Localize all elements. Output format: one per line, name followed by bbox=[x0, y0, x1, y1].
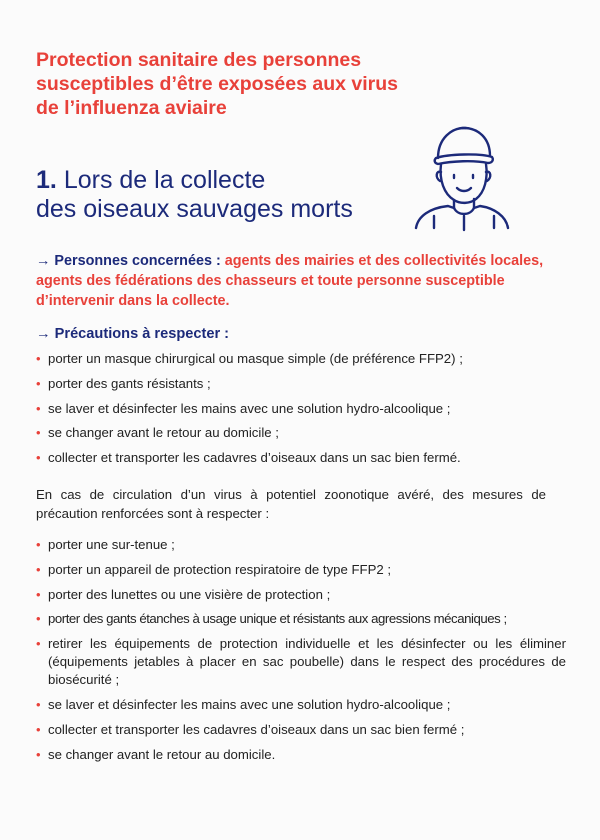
section-title-line2: des oiseaux sauvages morts bbox=[36, 195, 353, 223]
list-item: • se changer avant le retour au domicile. bbox=[36, 746, 276, 762]
bullet-icon: • bbox=[36, 696, 41, 712]
arrow-icon: → bbox=[36, 253, 51, 269]
reinforced-intro: En cas de circulation d’un virus à potentiel zoonotique avéré, des mesures de précaution renforcées sont à respecter : bbox=[36, 487, 546, 521]
list-item: • porter des gants résistants ; bbox=[36, 375, 211, 391]
concerned-text: agents des mairies et des collectivités locales, agents des fédérations des chasseurs et toute personne susceptible d’intervenir dans la collecte. bbox=[36, 253, 544, 309]
document-title bbox=[36, 48, 556, 120]
title-line: de l’influenza aviaire bbox=[36, 97, 227, 119]
bullet-icon: • bbox=[36, 425, 41, 441]
list-item: • collecter et transporter les cadavres d’oiseaux dans un sac bien fermé ; bbox=[36, 721, 465, 737]
reinforced-list bbox=[36, 536, 566, 770]
bullet-icon: • bbox=[36, 450, 41, 466]
list-item: • porter un masque chirurgical ou masque simple (de préférence FFP2) ; bbox=[36, 351, 463, 366]
precautions-heading bbox=[36, 324, 556, 344]
list-item: • retirer les équipements de protection individuelle et les désinfecter ou les éliminer (équipements jetables à placer en sac poubelle) dans le respect des procédures de biosécurité ; bbox=[36, 636, 566, 688]
list-item: • porter des lunettes ou une visière de protection ; bbox=[36, 586, 331, 602]
list-item: • se laver et désinfecter les mains avec une solution hydro-alcoolique ; bbox=[36, 400, 451, 416]
bullet-icon: • bbox=[36, 746, 41, 762]
bullet-icon: • bbox=[36, 375, 41, 391]
list-item: • porter des gants étanches à usage unique et résistants aux agressions mécaniques ; bbox=[36, 611, 507, 627]
concerned-persons bbox=[36, 251, 566, 311]
concerned-label: Personnes concernées : bbox=[54, 253, 221, 269]
arrow-icon: → bbox=[36, 326, 51, 342]
list-item: • porter un appareil de protection respiratoire de type FFP2 ; bbox=[36, 561, 392, 577]
title-line: susceptibles d’être exposées aux virus bbox=[36, 73, 399, 95]
bullet-icon: • bbox=[36, 351, 41, 366]
list-item: • collecter et transporter les cadavres d’oiseaux dans un sac bien fermé. bbox=[36, 450, 461, 466]
list-item: • porter une sur-tenue ; bbox=[36, 537, 175, 552]
bullet-icon: • bbox=[36, 721, 41, 737]
bullet-icon: • bbox=[36, 561, 41, 577]
bullet-icon: • bbox=[36, 537, 41, 552]
list-item: • se changer avant le retour au domicile ; bbox=[36, 425, 279, 441]
section-heading bbox=[36, 166, 416, 224]
bullet-icon: • bbox=[36, 586, 41, 602]
worker-cap-person-icon bbox=[408, 120, 516, 232]
bullet-icon: • bbox=[36, 611, 41, 627]
section-title-line1: Lors de la collecte bbox=[63, 166, 266, 194]
title-line: Protection sanitaire des personnes bbox=[36, 49, 362, 71]
section-number: 1. bbox=[36, 166, 57, 194]
precautions-label: Précautions à respecter : bbox=[54, 326, 230, 342]
bullet-icon: • bbox=[36, 636, 41, 652]
bullet-icon: • bbox=[36, 400, 41, 416]
list-item: • se laver et désinfecter les mains avec une solution hydro-alcoolique ; bbox=[36, 696, 451, 712]
precautions-list bbox=[36, 350, 566, 474]
